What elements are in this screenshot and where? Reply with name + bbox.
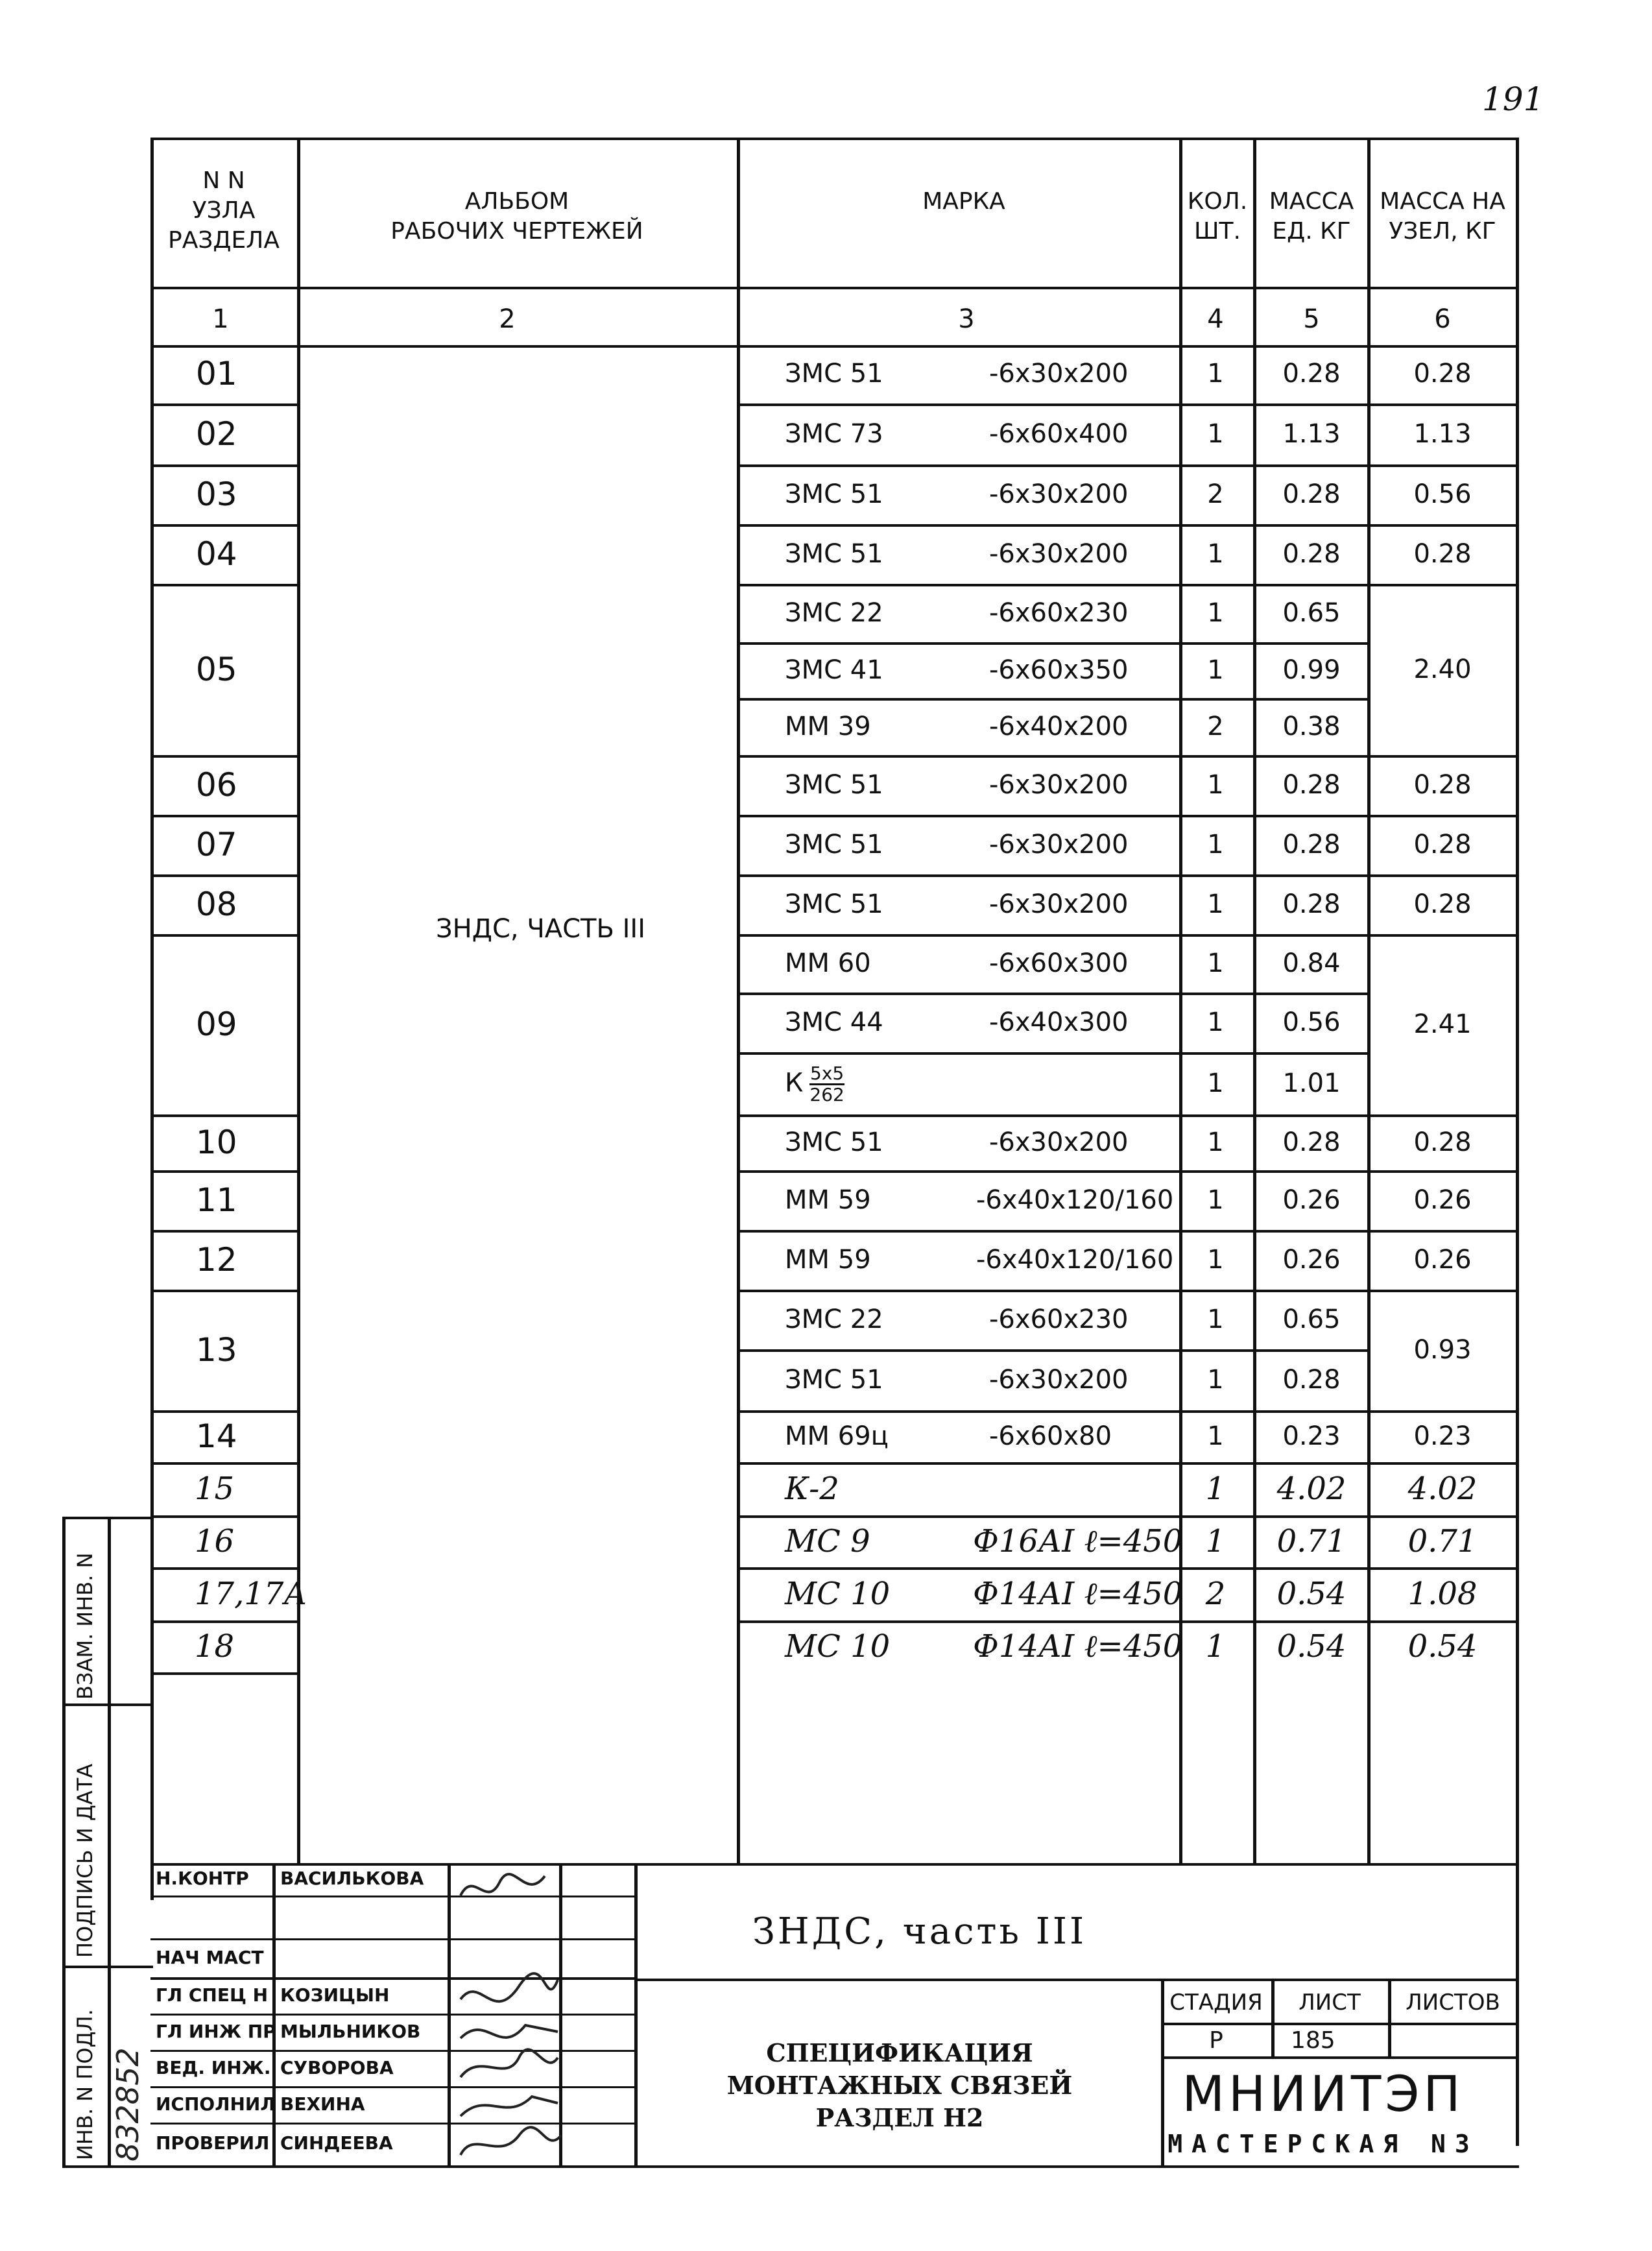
node-number: 14 [196,1417,237,1455]
item-quantity: 2 [1205,1576,1226,1612]
row-line [150,464,297,467]
node-mass: 0.56 [1413,479,1472,509]
node-mass: 1.08 [1407,1576,1478,1612]
title-block-divider [634,1979,1519,1981]
item-unit-mass: 0.38 [1282,712,1341,741]
page-number: 191 [1482,80,1544,118]
item-unit-mass: 0.26 [1282,1245,1341,1275]
item-mark: МС 10 [785,1576,891,1612]
row-line [1367,1114,1519,1117]
item-unit-mass: 4.02 [1276,1471,1347,1507]
title-block-divider [1388,1979,1391,2058]
row-line [737,1515,1367,1518]
item-quantity: 1 [1207,1127,1224,1157]
row-line [737,464,1367,467]
row-line [737,815,1367,817]
node-number: 16 [195,1523,235,1559]
fraction-numerator: 5х5 [810,1063,844,1084]
item-unit-mass: 0.71 [1276,1523,1347,1559]
header-separator [150,345,1519,348]
node-number: 08 [196,885,237,923]
node-mass: 0.28 [1413,889,1472,919]
item-unit-mass: 1.01 [1282,1068,1341,1098]
row-line [737,642,1367,645]
column-number: 4 [1207,304,1224,334]
item-size: -6х30х200 [989,479,1129,509]
header-unit-mass: МАССА ЕД. КГ [1269,188,1354,245]
row-line [1367,1567,1519,1570]
item-unit-mass: 0.28 [1282,359,1341,389]
row-line [737,1230,1367,1233]
row-line [150,1620,297,1623]
item-size: -6х60х80 [989,1421,1112,1451]
table-border-right [1516,139,1519,2146]
item-mark-fraction [809,1064,844,1105]
row-line [1367,755,1519,758]
row-line [1367,1170,1519,1173]
item-mark: ММ 69ц [785,1421,889,1451]
node-mass: 0.28 [1413,830,1472,860]
node-number: 03 [196,475,237,513]
signature-name: МЫЛЬНИКОВ [280,2021,421,2042]
node-number: 05 [196,651,237,688]
item-mark: ЗМС 22 [785,598,883,628]
row-line [150,1170,297,1173]
signature-mark [461,2025,558,2038]
stamp-border [62,1703,153,1706]
signature-role: ГЛ СПЕЦ Н [156,1984,269,2006]
row-line [737,1567,1367,1570]
node-number: 01 [196,355,237,392]
row-line [737,755,1367,758]
item-size: -6х30х200 [989,359,1129,389]
signature-mark [461,1874,545,1896]
node-mass: 0.28 [1413,359,1472,389]
inv-vzam-label: ВЗАМ. ИНВ. N [73,1552,97,1700]
node-number: 17,17А [195,1576,307,1612]
row-line [737,524,1367,527]
row-line [150,403,297,406]
item-size: -6х60х400 [989,419,1129,449]
row-line [737,1462,1367,1465]
row-line [150,815,297,817]
node-number: 15 [195,1471,235,1507]
stage-value: Р [1209,2027,1223,2054]
node-mass: 0.28 [1413,1127,1472,1157]
row-line [737,993,1367,995]
header-mark: МАРКА [922,188,1005,215]
item-size: -6х60х300 [989,948,1129,978]
item-quantity: 1 [1207,1305,1224,1334]
node-mass: 4.02 [1407,1471,1478,1507]
item-unit-mass: 0.84 [1282,948,1341,978]
item-quantity: 2 [1207,712,1224,741]
sheets-label: ЛИСТОВ [1406,1990,1500,2016]
node-number: 04 [196,535,237,573]
node-mass: 1.13 [1413,419,1472,449]
signature-role: Н.КОНТР [156,1868,249,1889]
item-quantity: 1 [1207,1245,1224,1275]
column-number: 6 [1434,304,1451,334]
item-unit-mass: 0.28 [1282,889,1341,919]
row-line [150,874,297,877]
row-line [150,524,297,527]
item-size: Ф14АI ℓ=450 [973,1576,1183,1612]
row-line [150,1462,297,1465]
signature-name: СИНДЕЕВА [280,2132,393,2154]
node-mass: 0.26 [1413,1245,1472,1275]
inv-podl-label: ИНВ. N ПОДЛ. [73,2009,97,2160]
stamp-border [62,1518,66,2168]
item-mark: МС 9 [785,1523,870,1559]
row-line [737,403,1367,406]
row-line [1367,464,1519,467]
item-mark: ЗМС 51 [785,1127,883,1157]
item-mark: ММ 60 [785,948,871,978]
item-unit-mass: 0.28 [1282,830,1341,860]
row-line [1367,1410,1519,1413]
node-mass: 0.28 [1413,539,1472,569]
item-quantity: 1 [1207,1068,1224,1098]
row-line [150,934,297,937]
signature-role: ПРОВЕРИЛ [156,2132,270,2154]
project-name: ЗНДС, часть III [752,1910,1087,1953]
node-number: 10 [196,1124,237,1161]
node-number: 13 [196,1331,237,1369]
node-number: 02 [196,415,237,453]
node-mass: 0.71 [1407,1523,1478,1559]
row-line [150,1114,297,1117]
row-line [150,1515,297,1518]
column-number: 1 [212,304,229,334]
item-mark: ЗМС 73 [785,419,883,449]
row-line [150,755,297,758]
item-size: Ф16АI ℓ=450 [973,1523,1183,1559]
node-number: 12 [196,1241,237,1279]
item-size: Ф14АI ℓ=450 [973,1628,1183,1665]
item-size: -6х60х230 [989,1305,1129,1334]
node-mass: 0.28 [1413,770,1472,800]
item-quantity: 1 [1207,598,1224,628]
item-size: -6х30х200 [989,1365,1129,1395]
item-quantity: 1 [1207,1185,1224,1215]
row-line [737,1052,1367,1055]
column-number: 5 [1303,304,1320,334]
item-size: -6х60х350 [989,655,1129,685]
item-mark: К-2 [785,1471,839,1507]
row-line [150,1290,297,1292]
node-mass: 0.93 [1413,1335,1472,1365]
row-line [737,1410,1367,1413]
item-quantity: 1 [1207,539,1224,569]
header-separator [150,287,1519,289]
row-line [1367,1230,1519,1233]
column-number: 3 [958,304,975,334]
stamp-border [62,1517,153,1519]
signature-name: ВЕХИНА [280,2093,365,2115]
node-mass: 0.23 [1413,1421,1472,1451]
item-mark: К $\frac{5х5}{262}$ [785,1063,844,1105]
item-unit-mass: 0.65 [1282,1305,1341,1334]
item-unit-mass: 0.56 [1282,1007,1341,1037]
table-divider [1367,139,1371,1866]
stage-label: СТАДИЯ [1169,1990,1263,2016]
row-line [1367,403,1519,406]
item-unit-mass: 0.28 [1282,770,1341,800]
signature-name: ВАСИЛЬКОВА [280,1868,424,1889]
item-quantity: 1 [1205,1523,1226,1559]
item-unit-mass: 0.28 [1282,479,1341,509]
sheet-label: ЛИСТ [1299,1990,1361,2016]
row-line [737,1114,1367,1117]
item-mark: ЗМС 51 [785,539,883,569]
item-quantity: 1 [1207,1365,1224,1395]
item-quantity: 1 [1207,1421,1224,1451]
item-quantity: 1 [1207,359,1224,389]
stamp-border [62,1966,153,1968]
node-number: 06 [196,766,237,804]
signature-name: КОЗИЦЫН [280,1984,390,2006]
row-line [737,1290,1367,1292]
signature-role: НАЧ МАСТ [156,1947,264,1968]
row-line [1367,934,1519,937]
signature-role: ИСПОЛНИЛ [156,2093,276,2115]
stamp-border [62,2165,1519,2168]
album-name: ЗНДС, ЧАСТЬ III [436,914,646,944]
item-size: -6х60х230 [989,598,1129,628]
item-mark: ЗМС 51 [785,830,883,860]
node-number: 18 [195,1628,235,1665]
item-quantity: 1 [1205,1628,1226,1665]
row-line [737,698,1367,701]
fraction-denominator: 262 [809,1084,844,1105]
item-mark: ММ 59 [785,1245,871,1275]
row-line [1367,1290,1519,1292]
row-line [150,584,297,586]
item-size: -6х40х120/160 [976,1245,1174,1275]
organization-workshop: МАСТЕРСКАЯ N3 [1167,2130,1479,2158]
table-border-top [150,138,1519,140]
row-line [737,1170,1367,1173]
row-line [1367,1620,1519,1623]
item-mark: ЗМС 41 [785,655,883,685]
signature-name: СУВОРОВА [280,2057,394,2078]
item-size: -6х40х200 [989,712,1129,741]
signatures [448,1863,564,2168]
signature-mark [461,2097,558,2116]
item-unit-mass: 0.28 [1282,1365,1341,1395]
node-mass: 2.40 [1413,655,1472,684]
signature-mark [461,2127,561,2155]
organization-name: МНИИТЭП [1182,2065,1465,2123]
header-node-mass: МАССА НА УЗЕЛ, КГ [1380,188,1505,245]
header-album: АЛЬБОМ РАБОЧИХ ЧЕРТЕЖЕЙ [390,188,643,245]
title-block-border [150,1863,1519,1866]
signature-date-label: ПОДПИСЬ И ДАТА [73,1763,97,1958]
row-line [737,584,1367,586]
item-quantity: 1 [1207,830,1224,860]
row-line [737,934,1367,937]
item-unit-mass: 0.65 [1282,598,1341,628]
item-quantity: 1 [1207,1007,1224,1037]
row-line [150,1230,297,1233]
title-block-divider [1161,1979,1164,2168]
column-number: 2 [499,304,516,334]
table-divider [737,139,740,1866]
table-divider [1253,139,1256,1866]
item-size: -6х30х200 [989,889,1129,919]
item-mark: ЗМС 22 [785,1305,883,1334]
item-unit-mass: 0.54 [1276,1628,1347,1665]
signature-role: ГЛ ИНЖ ПР [156,2021,276,2042]
row-line [1367,815,1519,817]
item-quantity: 1 [1207,948,1224,978]
title-block-divider [1161,2056,1519,2059]
item-unit-mass: 0.28 [1282,1127,1341,1157]
sheet-value: 185 [1291,2027,1335,2054]
row-line [737,1620,1367,1623]
item-size: -6х30х200 [989,539,1129,569]
row-line [737,874,1367,877]
item-quantity: 1 [1207,419,1224,449]
node-number: 11 [196,1181,237,1219]
item-size: -6х30х200 [989,830,1129,860]
row-line [1367,1462,1519,1465]
row-line [150,1672,297,1675]
row-line [1367,874,1519,877]
row-line [737,1349,1367,1352]
row-line [1367,524,1519,527]
item-unit-mass: 0.26 [1282,1185,1341,1215]
row-line [1367,584,1519,586]
item-unit-mass: 0.99 [1282,655,1341,685]
item-mark: ЗМС 51 [785,889,883,919]
title-block-divider [1271,1979,1275,2058]
node-number: 07 [196,826,237,863]
item-size: -6х30х200 [989,1127,1129,1157]
doc-title-line-1: СПЕЦИФИКАЦИЯ [766,2038,1033,2067]
row-line [1367,1515,1519,1518]
header-quantity: КОЛ. ШТ. [1187,188,1248,245]
item-size: -6х40х300 [989,1007,1129,1037]
signature-mark [461,1973,558,2001]
doc-title-line-2: МОНТАЖНЫХ СВЯЗЕЙ [726,2071,1073,2100]
item-quantity: 1 [1205,1471,1226,1507]
item-size: -6х40х120/160 [976,1185,1174,1215]
item-quantity: 1 [1207,655,1224,685]
item-unit-mass: 0.23 [1282,1421,1341,1451]
node-mass: 2.41 [1413,1009,1472,1039]
item-mark: ЗМС 51 [785,479,883,509]
item-unit-mass: 0.54 [1276,1576,1347,1612]
item-quantity: 1 [1207,889,1224,919]
item-mark: ММ 39 [785,712,871,741]
item-size: -6х30х200 [989,770,1129,800]
title-block-divider [1161,2023,1519,2025]
node-mass: 0.54 [1407,1628,1478,1665]
header-node-number: N N УЗЛА РАЗДЕЛА [168,167,280,254]
doc-title-line-3: РАЗДЕЛ Н2 [815,2103,984,2132]
item-mark: ММ 59 [785,1185,871,1215]
node-mass: 0.26 [1413,1185,1472,1215]
signature-mark [461,2049,558,2077]
item-unit-mass: 0.28 [1282,539,1341,569]
item-unit-mass: 1.13 [1282,419,1341,449]
item-mark: ЗМС 51 [785,770,883,800]
signature-role: ВЕД. ИНЖ. [156,2057,271,2078]
item-quantity: 1 [1207,770,1224,800]
item-quantity: 2 [1207,479,1224,509]
node-number: 09 [196,1005,237,1043]
item-mark: ЗМС 44 [785,1007,883,1037]
item-mark: МС 10 [785,1628,891,1665]
inv-podl-number: 832852 [110,2047,145,2161]
row-line [150,1410,297,1413]
item-mark: ЗМС 51 [785,359,883,389]
row-line [150,1567,297,1570]
item-mark: ЗМС 51 [785,1365,883,1395]
